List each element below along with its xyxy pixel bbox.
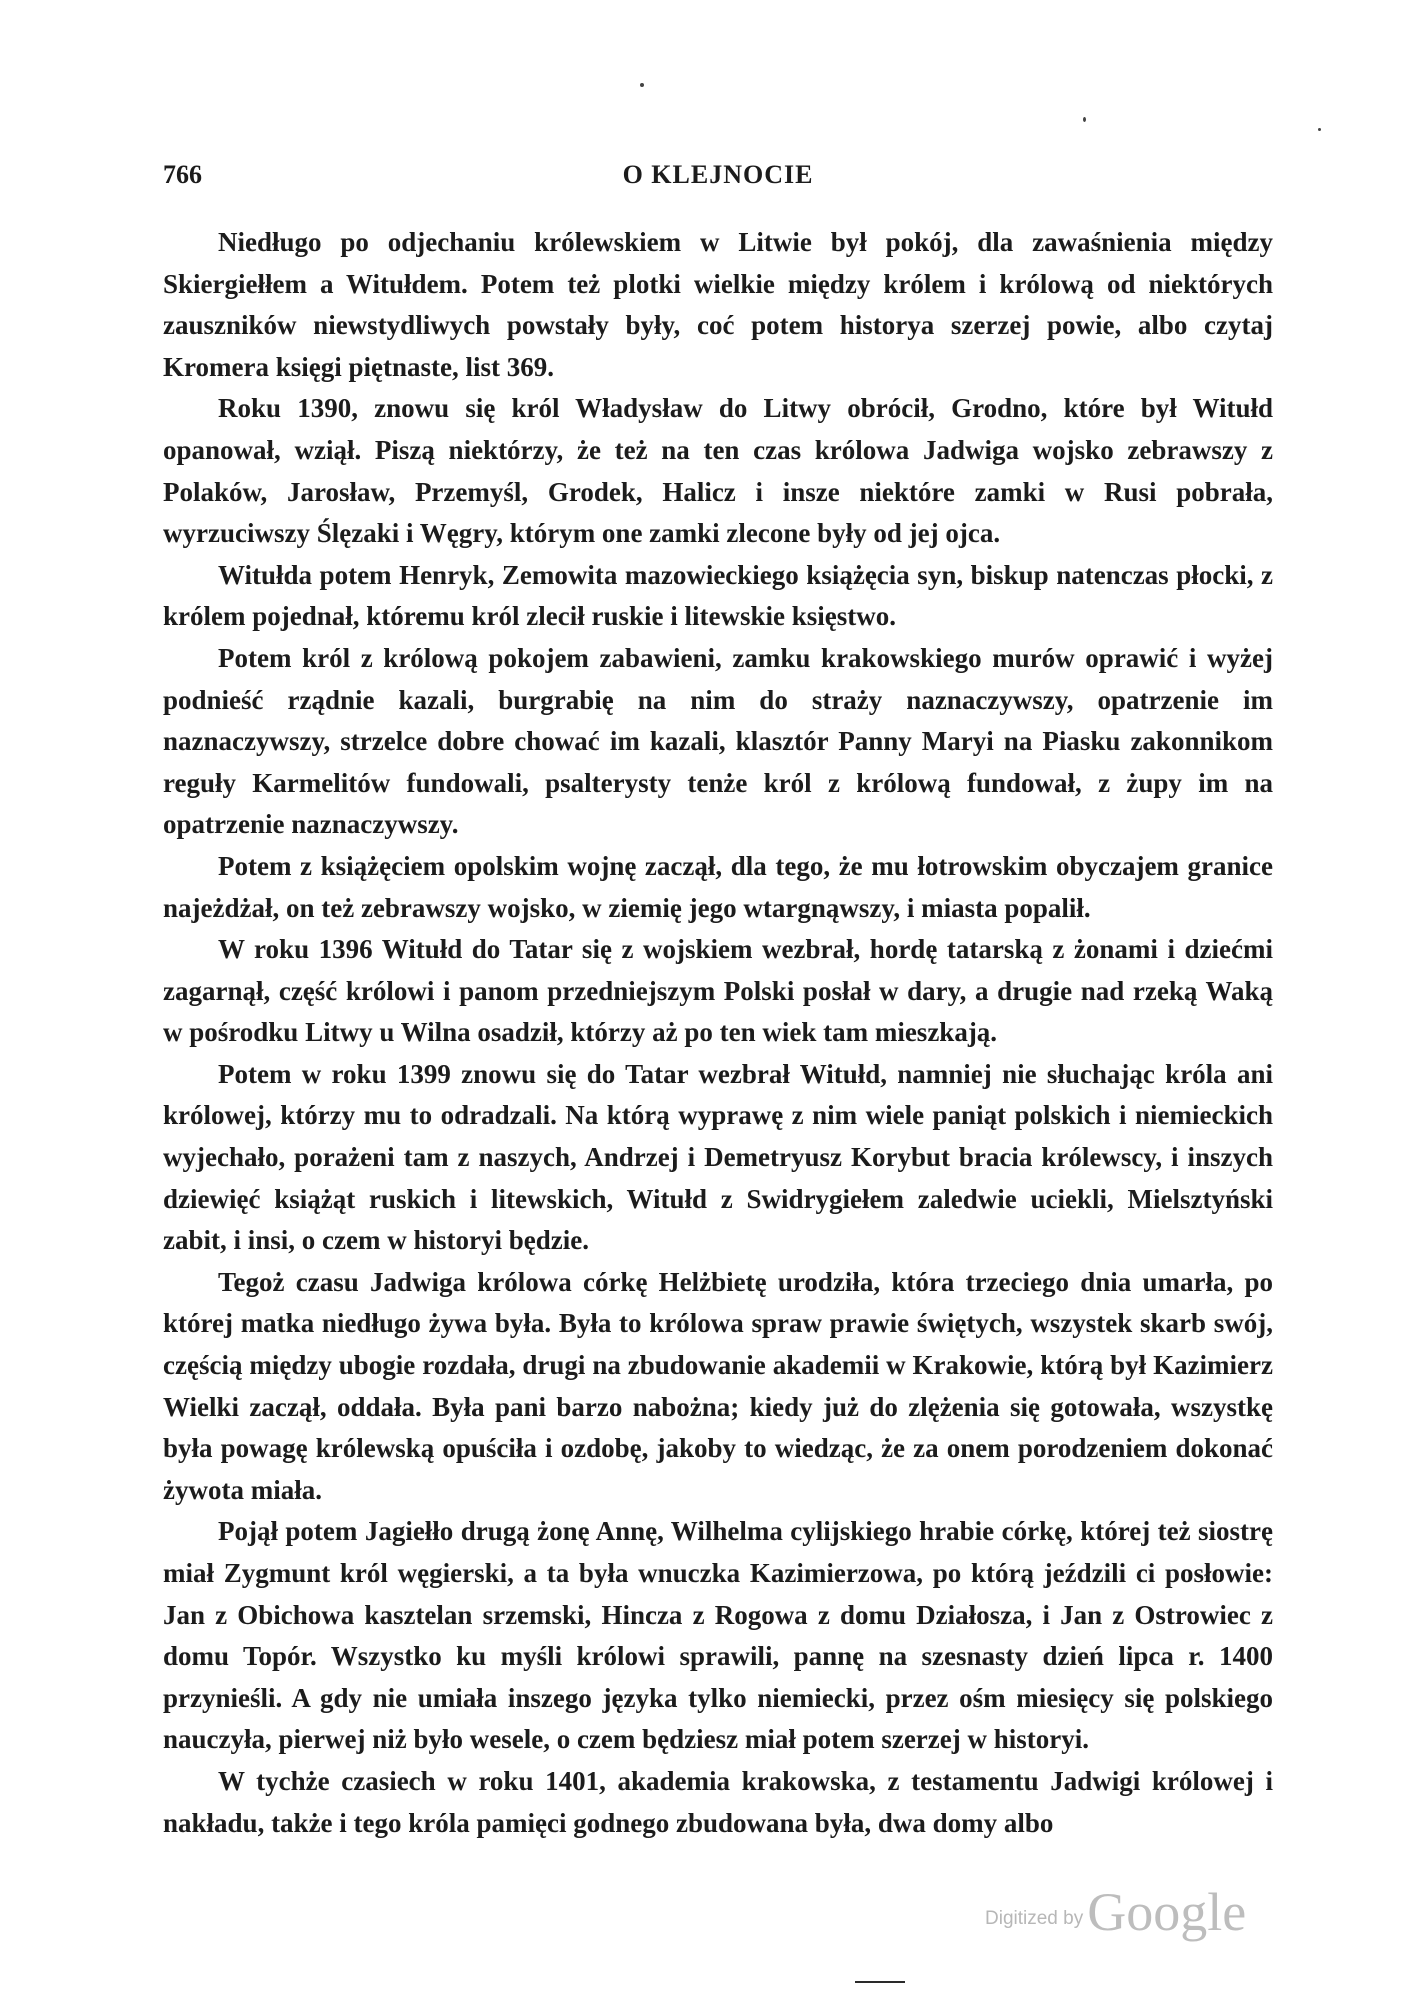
paragraph: Niedługo po odjechaniu królewskiem w Litwie był pokój, dla zawaśnienia między Skiergiełłem a Witułdem. Potem też plotki wielkie między królem i królową od niektórych zauszników niewstydliwych powstały były, coć potem historya szerzej powie, albo czytaj Kromera księgi piętnaste, list 369.: [163, 227, 1273, 382]
paragraph: Pojął potem Jagiełło drugą żonę Annę, Wilhelma cylijskiego hrabie córkę, której też siostrę miał Zygmunt król węgierski, a ta była wnuczka Kazimierzowa, po którą jeździli ci posłowie: Jan z Obichowa kasztelan srzemski, Hincza z Rogowa z domu Działosza, i Jan z Ostrowiec z domu Topór. Wszystko ku myśli królowi sprawili, pannę na szesnasty dzień lipca r. 1400 przynieśli. A gdy nie umiała inszego języka tylko niemiecki, przez ośm miesięcy się polskiego nauczyła, pierwej niż było wesele, o czem będziesz miał potem szerzej w historyi.: [163, 1516, 1273, 1755]
bottom-rule: [855, 1981, 905, 1983]
scan-speck: [1083, 117, 1086, 122]
paragraph: Potem z książęciem opolskim wojnę zaczął, dla tego, że mu łotrowskim obyczajem granice najeżdżał, on też zebrawszy wojsko, w ziemię jego wtargnąwszy, i miasta popalił.: [163, 850, 1273, 923]
running-title: O KLEJNOCIE: [622, 160, 814, 189]
digitized-by-google-watermark: [985, 1881, 1246, 1943]
scan-speck: [640, 83, 644, 87]
paragraph: Witułda potem Henryk, Zemowita mazowieckiego książęcia syn, biskup natenczas płocki, z królem pojednał, któremu król zlecił ruskie i litewskie księstwo.: [163, 559, 1273, 632]
paragraph: Roku 1390, znowu się król Władysław do Litwy obrócił, Grodno, które był Witułd opanował, wziął. Piszą niektórzy, że też na ten czas królowa Jadwiga wojsko zebrawszy z Polaków, Jarosław, Przemyśl, Grodek, Halicz i insze niektóre zamki w Rusi pobrała, wyrzuciwszy Ślęzaki i Węgry, którym one zamki zlecone były od jej ojca.: [163, 393, 1273, 549]
watermark-prefix: Digitized by: [985, 1908, 1084, 1929]
paragraph: Potem król z królową pokojem zabawieni, zamku krakowskiego murów oprawić i wyżej podnieść rządnie kazali, burgrabię na nim do straży naznaczywszy, opatrzenie im naznaczywszy, strzelce dobre chować im kazali, klasztór Panny Maryi na Piasku zakonnikom reguły Karmelitów fundowali, psalterysty tenże król z królową fundował, z żupy im na opatrzenie naznaczywszy.: [163, 642, 1273, 840]
page-header: [163, 160, 1273, 196]
paragraph: W tychże czasiech w roku 1401, akademia krakowska, z testamentu Jadwigi królowej i nakładu, także i tego króla pamięci godnego zbudowana była, dwa domy albo: [163, 1765, 1273, 1838]
paragraph: Tegoż czasu Jadwiga królowa córkę Helżbietę urodziła, która trzeciego dnia umarła, po której matka niedługo żywa była. Była to królowa spraw prawie świętych, wszystek skarb swój, częścią między ubogie rozdała, drugi na zbudowanie akademii w Krakowie, którą był Kazimierz Wielki zaczął, oddała. Była pani barzo nabożna; kiedy już do zlężenia się gotowała, wszystkę była powagę królewską opuściła i ozdobę, jakoby to wiedząc, że za onem porodzeniem dokonać żywota miała.: [163, 1266, 1273, 1505]
page-number: 766: [163, 160, 202, 189]
body-text: [163, 222, 1273, 1844]
paragraph: W roku 1396 Witułd do Tatar się z wojskiem wezbrał, hordę tatarską z żonami i dziećmi zagarnął, część królowi i panom przedniejszym Polski posłał w dary, a drugie nad rzeką Waką w pośrodku Litwy u Wilna osadził, którzy aż po ten wiek tam mieszkają.: [163, 934, 1273, 1048]
google-logo: Google: [1087, 1882, 1247, 1942]
scan-speck: [1318, 128, 1321, 131]
paragraph: Potem w roku 1399 znowu się do Tatar wezbrał Witułd, namniej nie słuchając króla ani królowej, którzy mu to odradzali. Na którą wyprawę z nim wiele paniąt polskich i niemieckich wyjechało, porażeni tam z naszych, Andrzej i Demetryusz Korybut bracia królewscy, i inszych dziewięć książąt ruskich i litewskich, Witułd z Swidrygiełem zaledwie uciekli, Mielsztyński zabit, i insi, o czem w historyi będzie.: [163, 1058, 1273, 1256]
